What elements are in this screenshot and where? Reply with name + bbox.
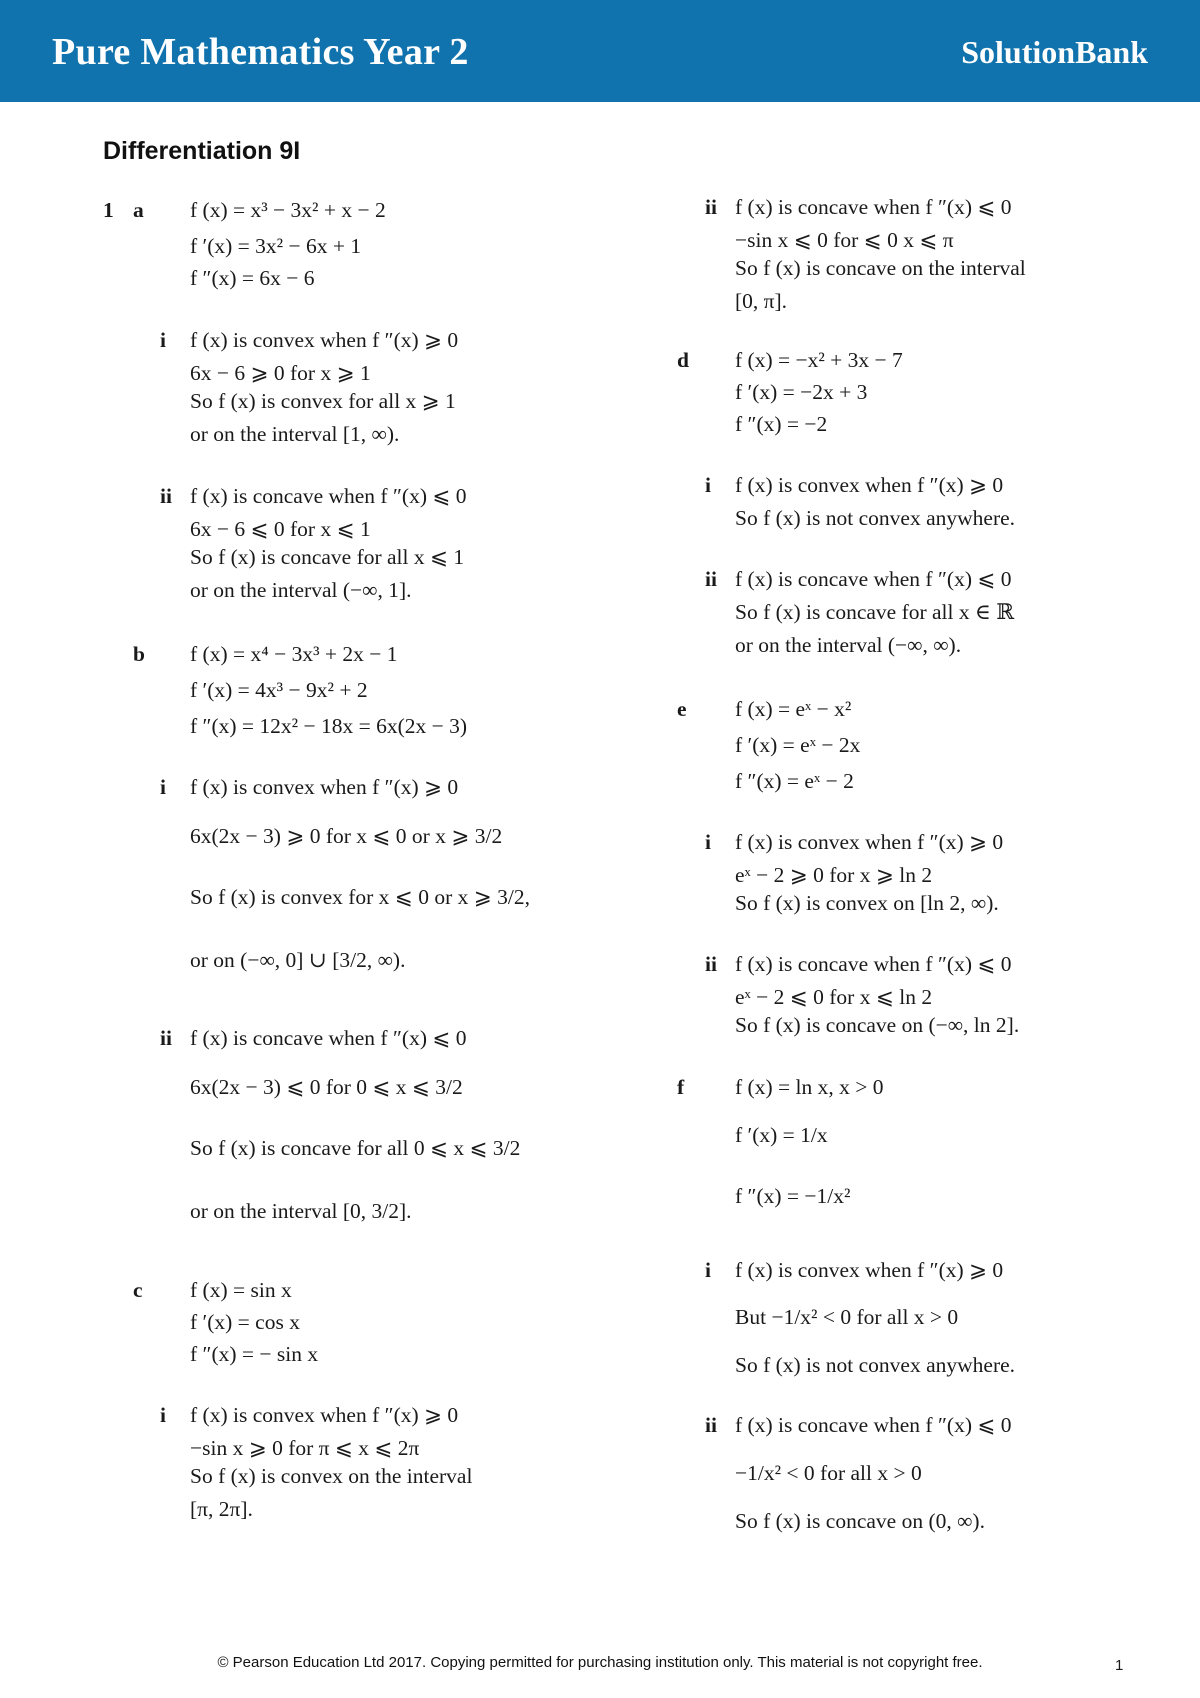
part-d-i-line: So f (x) is not convex anywhere. [735,506,1016,530]
part-a-line: f (x) = x³ − 3x² + x − 2 [190,198,386,222]
part-b-ii-line: f (x) is concave when f ″(x) ⩽ 0 [190,1026,467,1050]
part-c-line: f (x) = sin x [190,1278,292,1302]
part-e-line: f (x) = eˣ − x² [735,697,852,721]
part-a-ii-line: 6x − 6 ⩽ 0 for x ⩽ 1 [190,517,371,541]
page-title: Differentiation 9I [103,137,301,165]
part-f-line: f ′(x) = 1/x [735,1123,828,1147]
page-number: 1 [1115,1657,1124,1674]
part-c-ii-line: f (x) is concave when f ″(x) ⩽ 0 [735,195,1012,219]
part-b-ii-line: So f (x) is concave for all 0 ⩽ x ⩽ 3/2 [190,1136,521,1160]
part-e-i-line: f (x) is convex when f ″(x) ⩾ 0 [735,830,1004,854]
part-d-ii-line: f (x) is concave when f ″(x) ⩽ 0 [735,567,1012,591]
part-d-line: f ″(x) = −2 [735,412,828,436]
part-d-line: f (x) = −x² + 3x − 7 [735,348,903,372]
part-b-i-line: f (x) is convex when f ″(x) ⩾ 0 [190,775,459,799]
part-a-line: f ′(x) = 3x² − 6x + 1 [190,234,362,258]
part-a-i-line: 6x − 6 ⩾ 0 for x ⩾ 1 [190,361,371,385]
part-b-ii-line: 6x(2x − 3) ⩽ 0 for 0 ⩽ x ⩽ 3/2 [190,1075,463,1099]
part-e-i-line: eˣ − 2 ⩾ 0 for x ⩾ ln 2 [735,863,933,887]
part-f-i-line: So f (x) is not convex anywhere. [735,1353,1016,1377]
part-a-i-line: or on the interval [1, ∞). [190,422,400,446]
part-c-ii-line: So f (x) is concave on the interval [735,256,1026,280]
part-f-ii-line: f (x) is concave when f ″(x) ⩽ 0 [735,1413,1012,1437]
copyright-footer: © Pearson Education Ltd 2017. Copying permitted for purchasing institution only. This material is not copyright free. [217,1654,983,1671]
part-d-label: d [677,348,689,372]
part-f-i-label: i [705,1258,711,1282]
part-c-i-label: i [160,1403,166,1427]
part-d-i-line: f (x) is convex when f ″(x) ⩾ 0 [735,473,1004,497]
part-a-i-line: So f (x) is convex for all x ⩾ 1 [190,389,456,413]
part-d-ii-label: ii [705,567,717,591]
part-a-ii-line: or on the interval (−∞, 1]. [190,578,412,602]
part-f-i-line: But −1/x² < 0 for all x > 0 [735,1305,959,1329]
part-c-i-line: −sin x ⩾ 0 for π ⩽ x ⩽ 2π [190,1436,420,1460]
part-c-line: f ″(x) = − sin x [190,1342,319,1366]
part-c-ii-line: −sin x ⩽ 0 for ⩽ 0 x ⩽ π [735,228,954,252]
part-e-i-line: So f (x) is convex on [ln 2, ∞). [735,891,999,915]
part-f-ii-label: ii [705,1413,717,1437]
part-b-ii-line: or on the interval [0, 3/2]. [190,1199,412,1223]
book-title: Pure Mathematics Year 2 [52,31,469,73]
part-b-ii-label: ii [160,1026,172,1050]
brand-name: SolutionBank [961,34,1148,70]
part-f-line: f (x) = ln x, x > 0 [735,1075,884,1099]
part-a-i-label: i [160,328,166,352]
part-b-line: f (x) = x⁴ − 3x³ + 2x − 1 [190,642,398,666]
part-d-i-label: i [705,473,711,497]
part-a-label: a [133,198,144,222]
part-e-line: f ′(x) = eˣ − 2x [735,733,861,757]
part-a-ii-line: So f (x) is concave for all x ⩽ 1 [190,545,465,569]
part-e-line: f ″(x) = eˣ − 2 [735,769,854,793]
question-number: 1 [103,198,114,222]
part-f-ii-line: So f (x) is concave on (0, ∞). [735,1509,985,1533]
part-c-ii-line: [0, π]. [735,289,788,313]
part-c-ii-label: ii [705,195,717,219]
part-a-ii-label: ii [160,484,172,508]
part-c-i-line: So f (x) is convex on the interval [190,1464,473,1488]
part-d-line: f ′(x) = −2x + 3 [735,380,868,404]
part-e-ii-line: eˣ − 2 ⩽ 0 for x ⩽ ln 2 [735,985,933,1009]
part-e-i-label: i [705,830,711,854]
part-c-line: f ′(x) = cos x [190,1310,300,1334]
part-e-label: e [677,697,687,721]
part-d-ii-line: So f (x) is concave for all x ∈ ℝ [735,600,1015,624]
part-b-i-label: i [160,775,166,799]
part-c-i-line: f (x) is convex when f ″(x) ⩾ 0 [190,1403,459,1427]
part-e-ii-line: f (x) is concave when f ″(x) ⩽ 0 [735,952,1012,976]
part-a-ii-line: f (x) is concave when f ″(x) ⩽ 0 [190,484,467,508]
part-b-i-line: 6x(2x − 3) ⩾ 0 for x ⩽ 0 or x ⩾ 3/2 [190,824,503,848]
part-c-i-line: [π, 2π]. [190,1497,253,1521]
part-b-line: f ″(x) = 12x² − 18x = 6x(2x − 3) [190,714,468,738]
part-f-line: f ″(x) = −1/x² [735,1184,851,1208]
part-e-ii-label: ii [705,952,717,976]
part-a-line: f ″(x) = 6x − 6 [190,266,315,290]
part-d-ii-line: or on the interval (−∞, ∞). [735,633,962,657]
part-b-line: f ′(x) = 4x³ − 9x² + 2 [190,678,368,702]
part-a-i-line: f (x) is convex when f ″(x) ⩾ 0 [190,328,459,352]
part-b-i-line: So f (x) is convex for x ⩽ 0 or x ⩾ 3/2, [190,885,530,909]
part-f-ii-line: −1/x² < 0 for all x > 0 [735,1461,922,1485]
part-e-ii-line: So f (x) is concave on (−∞, ln 2]. [735,1013,1020,1037]
header-banner [0,0,1200,102]
part-b-i-line: or on (−∞, 0] ∪ [3/2, ∞). [190,948,406,972]
part-b-label: b [133,642,145,666]
part-c-label: c [133,1278,143,1302]
part-f-label: f [677,1075,685,1099]
part-f-i-line: f (x) is convex when f ″(x) ⩾ 0 [735,1258,1004,1282]
